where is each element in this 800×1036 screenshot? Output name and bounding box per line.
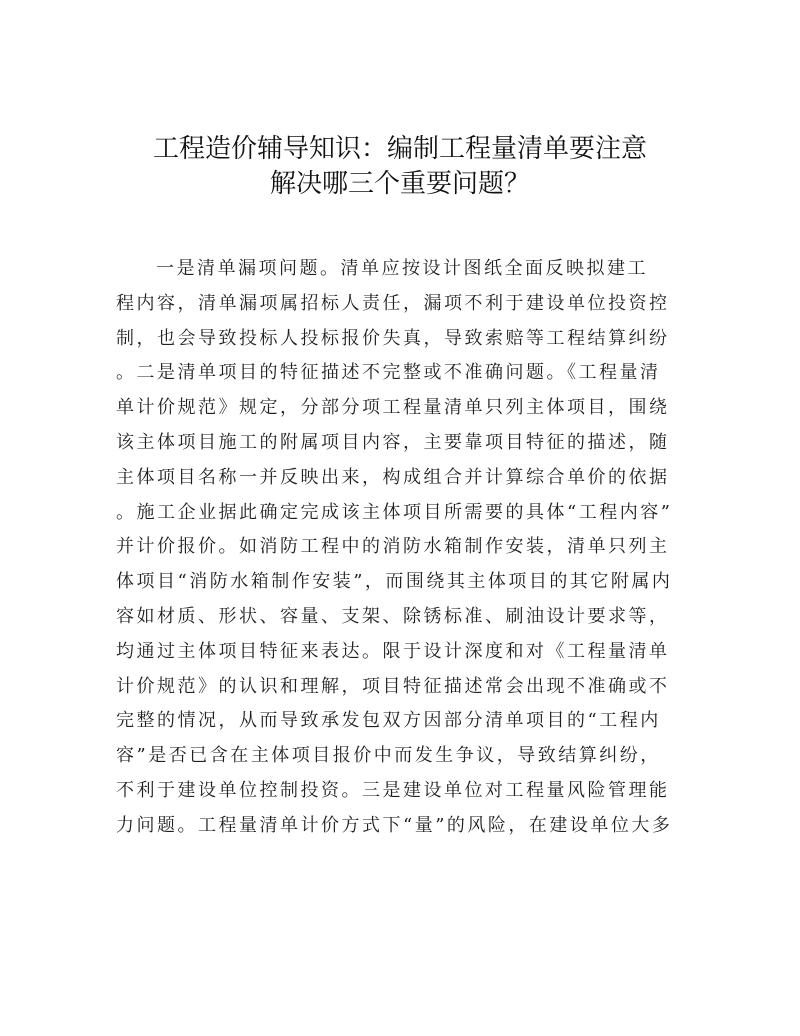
body-line: 该主体项目施工的附属项目内容，主要靠项目特征的描述，随 xyxy=(116,431,670,453)
body-line: 力问题。工程量清单计价方式下“量”的风险，在建设单位大多 xyxy=(116,814,673,836)
body-line: 程内容，清单漏项属招标人责任，漏项不利于建设单位投资控 xyxy=(116,292,670,314)
body-line: 并计价报价。如消防工程中的消防水箱制作安装，清单只列主 xyxy=(116,536,670,558)
body-line: 主体项目名称一并反映出来，构成组合并计算综合单价的依据 xyxy=(116,466,670,488)
body-line: 。二是清单项目的特征描述不完整或不准确问题。《工程量清 xyxy=(116,362,661,384)
body-line: 体项目“消防水箱制作安装”，而围绕其主体项目的其它附属内 xyxy=(116,571,673,593)
body-line: 容”是否已含在主体项目报价中而发生争议，导致结算纠纷， xyxy=(116,745,661,767)
body-line: 不利于建设单位控制投资。三是建设单位对工程量风险管理能 xyxy=(116,779,670,801)
body-line: 容如材质、形状、容量、支架、除锈标准、刷油设计要求等， xyxy=(116,605,670,627)
document-title xyxy=(100,132,700,202)
body-line: 计价规范》的认识和理解，项目特征描述常会出现不准确或不 xyxy=(116,675,670,697)
body-line: 一是清单漏项问题。清单应按设计图纸全面反映拟建工 xyxy=(156,258,648,279)
title-line-2: 解决哪三个重要问题？ xyxy=(269,169,530,199)
body-line: 制，也会导致投标人投标报价失真，导致索赔等工程结算纠纷 xyxy=(116,327,670,349)
body-line: 单计价规范》规定，分部分项工程量清单只列主体项目，围绕 xyxy=(116,397,670,419)
document-body xyxy=(116,252,696,844)
title-line-1: 工程造价辅导知识：编制工程量清单要注意 xyxy=(152,134,647,164)
body-line: 均通过主体项目特征来表达。限于设计深度和对《工程量清单 xyxy=(116,640,670,662)
body-line: 。施工企业据此确定完成该主体项目所需要的具体“工程内容” xyxy=(116,501,673,523)
body-line: 完整的情况，从而导致承发包双方因部分清单项目的“工程内 xyxy=(116,710,661,732)
